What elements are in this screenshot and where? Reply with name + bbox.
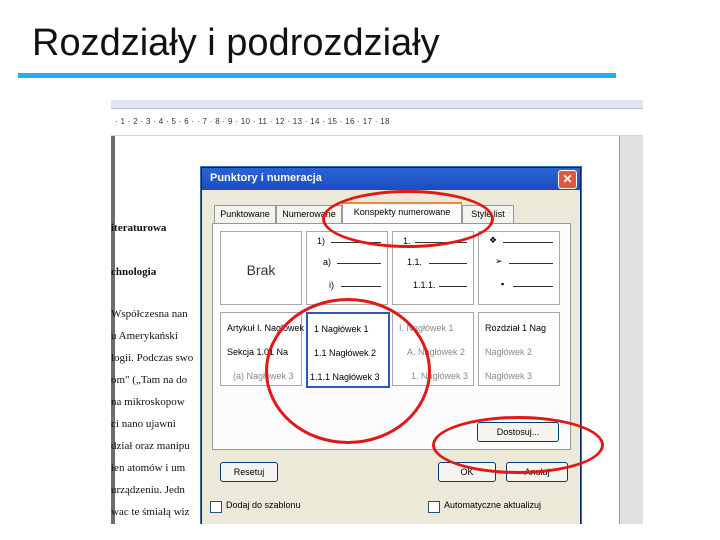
doc-line: na mikroskopow bbox=[111, 396, 185, 408]
close-button[interactable]: ✕ bbox=[558, 170, 577, 189]
doc-line: ien atomów i um bbox=[111, 462, 186, 474]
tab-bulleted[interactable]: Punktowane bbox=[214, 205, 276, 223]
level-1-sample: Rozdział 1 Nag bbox=[485, 323, 547, 333]
cancel-button[interactable]: Anuluj bbox=[506, 462, 568, 482]
ruler-scale: · 1 · 2 · 3 · 4 · 5 · 6 · · 7 · 8 · 9 · 10 · 11 · 12 · 13 · 14 · 15 · 16 · 17 · 18 bbox=[115, 117, 390, 126]
level-2-sample: A. Nagłówek 2 bbox=[407, 347, 466, 357]
highlight-ellipse-heading-option bbox=[265, 298, 431, 444]
doc-line: ci nano ujawni bbox=[111, 418, 176, 430]
level-1-sample: 1 Nagłówek 1 bbox=[314, 324, 369, 334]
level-3-marker: i) bbox=[329, 280, 334, 290]
level-line bbox=[429, 263, 467, 264]
level-2-sample: Sekcja 1.01 Na bbox=[227, 347, 289, 357]
level-line bbox=[513, 286, 553, 287]
level-3-sample: 1. Nagłówek 3 bbox=[411, 371, 469, 381]
level-1-sample: I. Nagłówek 1 bbox=[399, 323, 454, 333]
diamond-bullet-icon: ❖ bbox=[489, 235, 498, 245]
level-3-marker: 1.1.1. bbox=[413, 280, 436, 290]
level-2-marker: a) bbox=[323, 257, 332, 267]
slide-title: Rozdziały i podrozdziały bbox=[32, 22, 440, 64]
level-2-sample: Nagłówek 2 bbox=[485, 347, 533, 357]
level-line bbox=[503, 242, 553, 243]
highlight-ellipse-outline-tab bbox=[322, 190, 494, 248]
doc-line: dział oraz manipu bbox=[111, 440, 190, 452]
level-1-marker: 1. bbox=[403, 236, 411, 246]
level-3-sample: Nagłówek 3 bbox=[485, 371, 533, 381]
add-to-template-label: Dodaj do szablonu bbox=[226, 500, 301, 510]
dialog-titlebar[interactable] bbox=[202, 168, 580, 190]
gallery-option-chapter[interactable] bbox=[478, 312, 560, 386]
customize-button[interactable]: Dostosuj... bbox=[477, 422, 559, 442]
level-3-sample: 1.1.1 Nagłówek 3 bbox=[310, 372, 380, 382]
level-line bbox=[509, 263, 553, 264]
gallery-option-none[interactable] bbox=[220, 231, 302, 305]
gallery-option-symbol-bullets[interactable] bbox=[478, 231, 560, 305]
doc-line: urządzeniu. Jedn bbox=[111, 484, 185, 496]
dialog-title: Punktory i numeracja bbox=[210, 172, 322, 184]
tab-numbered[interactable]: Numerowane bbox=[276, 205, 342, 223]
arrow-bullet-icon: ➢ bbox=[495, 256, 503, 266]
level-line bbox=[341, 286, 381, 287]
level-1-marker: 1) bbox=[317, 236, 326, 246]
ruler[interactable] bbox=[111, 110, 643, 136]
document-body[interactable] bbox=[111, 136, 203, 524]
highlight-ellipse-customize bbox=[432, 416, 604, 474]
reset-button[interactable]: Resetuj bbox=[220, 462, 278, 482]
none-label: Brak bbox=[246, 262, 276, 278]
doc-line: Współczesna nan bbox=[111, 308, 188, 320]
level-line bbox=[439, 286, 467, 287]
ok-button[interactable]: OK bbox=[438, 462, 496, 482]
doc-line-heading: chnologia bbox=[111, 266, 157, 278]
level-line bbox=[337, 263, 381, 264]
tab-outline-numbered[interactable]: Konspekty numerowane bbox=[342, 202, 462, 225]
doc-line: wac te śmiałą wiz bbox=[111, 506, 190, 518]
doc-line: u Amerykański bbox=[111, 330, 178, 342]
doc-line: om" („Tam na do bbox=[111, 374, 188, 386]
level-1-sample: Artykuł I. Nagłówek bbox=[227, 323, 305, 333]
level-2-marker: 1.1. bbox=[407, 257, 423, 267]
square-bullet-icon: ▪ bbox=[501, 279, 505, 289]
level-2-sample: 1.1 Nagłówek 2 bbox=[314, 348, 377, 358]
toolbar-strip bbox=[111, 100, 643, 109]
auto-update-label: Automatyczne aktualizuj bbox=[444, 500, 542, 510]
doc-line-heading: iteraturowa bbox=[111, 222, 167, 234]
auto-update-checkbox[interactable] bbox=[428, 501, 440, 513]
add-to-template-checkbox[interactable] bbox=[210, 501, 222, 513]
title-underline bbox=[18, 73, 616, 78]
tab-list-styles[interactable]: Style list bbox=[462, 205, 514, 223]
page-right-margin bbox=[619, 136, 643, 524]
doc-line: logii. Podczas swo bbox=[111, 352, 194, 364]
level-3-sample: (a) Nagłówek 3 bbox=[233, 371, 294, 381]
